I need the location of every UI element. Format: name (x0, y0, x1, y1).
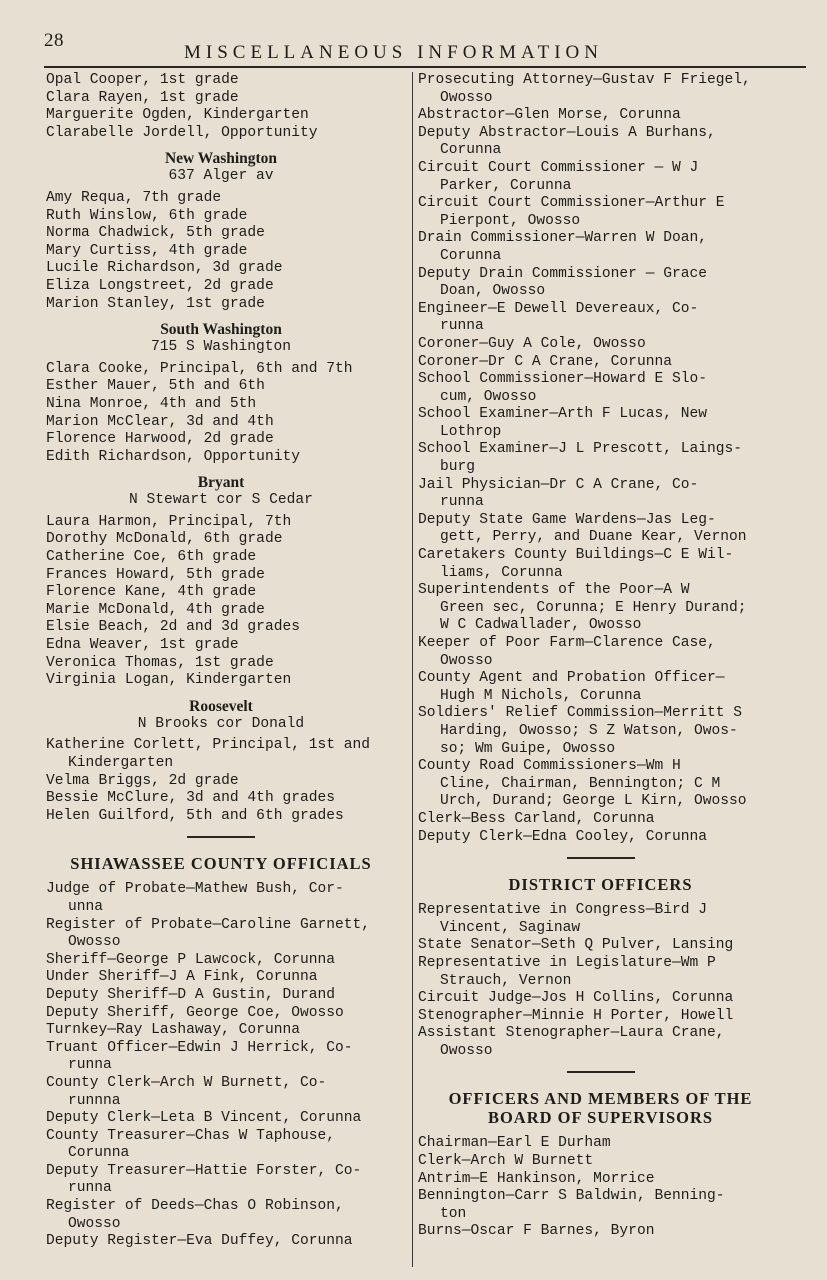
list-item: Deputy Clerk—Edna Cooley, Corunna (418, 828, 708, 845)
list-item: Amy Requa, 7th grade (46, 189, 222, 206)
list-item: Under Sheriff—J A Fink, Corunna (46, 969, 318, 986)
list-item: Catherine Coe, 6th grade (46, 549, 257, 566)
list-item: Engineer—E Dewell Devereaux, Co- (418, 300, 699, 317)
school-address: N Stewart cor S Cedar (129, 492, 313, 509)
list-item: School Examiner—J L Prescott, Laings- (418, 441, 743, 458)
list-item: Laura Harmon, Principal, 7th (46, 513, 292, 530)
list-item: County Clerk—Arch W Burnett, Co- (46, 1074, 327, 1091)
list-item: County Road Commissioners—Wm H (418, 758, 681, 775)
list-item: Deputy Drain Commissioner — Grace (418, 265, 708, 282)
list-item: Deputy Sheriff, George Coe, Owosso (46, 1004, 344, 1021)
list-item-continuation: Vincent, Saginaw (440, 919, 581, 936)
list-item-continuation: Hugh M Nichols, Corunna (440, 687, 642, 704)
list-item: Coroner—Dr C A Crane, Corunna (418, 353, 672, 370)
list-item: Bessie McClure, 3d and 4th grades (46, 790, 336, 807)
list-item: Esther Mauer, 5th and 6th (46, 378, 265, 395)
list-item: Marion Stanley, 1st grade (46, 295, 265, 312)
list-item: Burns—Oscar F Barnes, Byron (418, 1223, 655, 1240)
school-heading-south-washington: South Washington (160, 321, 282, 339)
school-address: 715 S Washington (150, 339, 292, 356)
section-title-county-officials: SHIAWASSEE COUNTY OFFICIALS (70, 854, 372, 874)
list-item: Marguerite Ogden, Kindergarten (46, 107, 309, 124)
list-item-continuation: runna (440, 318, 484, 335)
list-item: Stenographer—Minnie H Porter, Howell (418, 1007, 734, 1024)
list-item: Clara Cooke, Principal, 6th and 7th (46, 360, 353, 377)
list-item: Prosecuting Attorney—Gustav F Friegel, (418, 72, 751, 88)
list-item: Clara Rayen, 1st grade (46, 89, 239, 106)
list-item-continuation: liams, Corunna (440, 564, 563, 581)
list-item-continuation: gett, Perry, and Duane Kear, Vernon (440, 529, 747, 546)
list-item-continuation: Parker, Corunna (440, 177, 572, 194)
school-address: N Brooks cor Donald (137, 715, 305, 732)
list-item: Representative in Legislature—Wm P (418, 954, 716, 971)
list-item: Velma Briggs, 2d grade (46, 772, 239, 789)
list-item: Sheriff—George P Lawcock, Corunna (46, 951, 336, 968)
section-subtitle-supervisors: BOARD OF SUPERVISORS (487, 1108, 714, 1128)
list-item: Eliza Longstreet, 2d grade (46, 277, 274, 294)
list-item: Drain Commissioner—Warren W Doan, (418, 230, 708, 247)
list-item: Clarabelle Jordell, Opportunity (46, 124, 318, 141)
list-item: Caretakers County Buildings—C E Wil- (418, 547, 734, 564)
list-item: Florence Kane, 4th grade (46, 584, 257, 601)
list-item: Chairman—Earl E Durham (418, 1135, 611, 1152)
list-item: Circuit Judge—Jos H Collins, Corunna (418, 990, 734, 1007)
list-item-continuation: Kindergarten (68, 755, 174, 771)
list-item-continuation: Strauch, Vernon (440, 972, 572, 989)
list-item: Edna Weaver, 1st grade (46, 637, 239, 654)
list-item-continuation: Urch, Durand; George L Kirn, Owosso (440, 793, 747, 810)
right-column (418, 72, 783, 1241)
list-item: Florence Harwood, 2d grade (46, 431, 274, 448)
list-item-continuation: Corunna (440, 142, 502, 159)
list-item: Norma Chadwick, 5th grade (46, 225, 265, 242)
list-item: Dorothy McDonald, 6th grade (46, 531, 283, 548)
list-item-continuation: cum, Owosso (440, 388, 537, 405)
section-divider (567, 857, 635, 859)
running-head: MISCELLANEOUS INFORMATION (184, 42, 603, 63)
list-item: Circuit Court Commissioner — W J (418, 159, 699, 176)
list-item-continuation: Cline, Chairman, Bennington; C M (440, 775, 721, 792)
list-item-continuation: unna (68, 898, 104, 915)
list-item-continuation: Owosso (440, 1042, 493, 1059)
list-item-continuation: Green sec, Corunna; E Henry Durand; (440, 599, 747, 616)
list-item: Helen Guilford, 5th and 6th grades (46, 807, 344, 824)
list-item-continuation: runna (68, 1057, 112, 1074)
section-divider (187, 836, 255, 838)
list-item-continuation: ton (440, 1205, 467, 1222)
header-rule (44, 66, 806, 68)
list-item: Katherine Corlett, Principal, 1st and (46, 737, 371, 754)
list-item-continuation: runna (68, 1180, 112, 1197)
list-item: State Senator—Seth Q Pulver, Lansing (418, 937, 734, 954)
list-item-continuation: Owosso (440, 652, 493, 669)
list-item: Mary Curtiss, 4th grade (46, 242, 248, 259)
list-item-continuation: so; Wm Guipe, Owosso (440, 740, 616, 757)
list-item: Soldiers' Relief Commission—Merritt S (418, 705, 743, 722)
list-item-continuation: Lothrop (440, 423, 502, 440)
list-item: Deputy State Game Wardens—Jas Leg- (418, 511, 716, 528)
section-divider (567, 1071, 635, 1073)
list-item: Keeper of Poor Farm—Clarence Case, (418, 635, 716, 651)
list-item: Marion McClear, 3d and 4th (46, 413, 274, 430)
list-item-continuation: Doan, Owosso (440, 283, 546, 300)
section-title-supervisors: OFFICERS AND MEMBERS OF THE (448, 1089, 753, 1109)
list-item: Truant Officer—Edwin J Herrick, Co- (46, 1039, 353, 1056)
list-item: Virginia Logan, Kindergarten (46, 672, 292, 689)
list-item: Deputy Sheriff—D A Gustin, Durand (46, 986, 336, 1003)
list-item: Antrim—E Hankinson, Morrice (418, 1170, 655, 1187)
list-item-continuation: Corunna (440, 247, 502, 264)
school-heading-new-washington: New Washington (164, 150, 278, 168)
list-item: Coroner—Guy A Cole, Owosso (418, 335, 646, 352)
school-address: 637 Alger av (168, 168, 274, 185)
list-item-continuation: burg (440, 459, 476, 476)
list-item: Opal Cooper, 1st grade (46, 72, 239, 88)
list-item-continuation: runna (440, 494, 484, 511)
column-rule (412, 72, 413, 1267)
list-item: Deputy Clerk—Leta B Vincent, Corunna (46, 1110, 362, 1127)
list-item: County Agent and Probation Officer— (418, 670, 725, 687)
list-item: Deputy Abstractor—Louis A Burhans, (418, 124, 716, 141)
list-item: Clerk—Bess Carland, Corunna (418, 810, 655, 827)
list-item: School Commissioner—Howard E Slo- (418, 371, 708, 388)
list-item: Lucile Richardson, 3d grade (46, 260, 283, 277)
list-item: Nina Monroe, 4th and 5th (46, 395, 257, 412)
list-item-continuation: Owosso (68, 1215, 121, 1232)
list-item-continuation: runnna (68, 1092, 121, 1109)
list-item: County Treasurer—Chas W Taphouse, (46, 1127, 336, 1144)
list-item: Representative in Congress—Bird J (418, 902, 708, 919)
list-item: Marie McDonald, 4th grade (46, 601, 265, 618)
continued-teacher-list (46, 72, 396, 142)
list-item: Register of Probate—Caroline Garnett, (46, 916, 371, 933)
section-title-district-officers: DISTRICT OFFICERS (508, 875, 693, 895)
list-item: Deputy Register—Eva Duffey, Corunna (46, 1233, 353, 1250)
list-item: Abstractor—Glen Morse, Corunna (418, 107, 681, 124)
list-item: Circuit Court Commissioner—Arthur E (418, 195, 725, 212)
list-item: Judge of Probate—Mathew Bush, Cor- (46, 881, 344, 898)
school-heading-bryant: Bryant (197, 474, 245, 492)
list-item: Elsie Beach, 2d and 3d grades (46, 619, 300, 636)
list-item: Veronica Thomas, 1st grade (46, 654, 274, 671)
list-item-continuation: Harding, Owosso; S Z Watson, Owos- (440, 722, 738, 739)
list-item: Turnkey—Ray Lashaway, Corunna (46, 1022, 300, 1039)
list-item: Ruth Winslow, 6th grade (46, 207, 248, 224)
list-item: Jail Physician—Dr C A Crane, Co- (418, 476, 699, 493)
page-number: 28 (44, 30, 64, 51)
list-item-continuation: W C Cadwallader, Owosso (440, 617, 642, 634)
list-item: Clerk—Arch W Burnett (418, 1153, 594, 1170)
left-column (46, 72, 396, 1251)
list-item: Assistant Stenographer—Laura Crane, (418, 1025, 725, 1042)
list-item-continuation: Pierpont, Owosso (440, 212, 581, 229)
list-item: Edith Richardson, Opportunity (46, 448, 300, 465)
school-heading-roosevelt: Roosevelt (189, 697, 253, 715)
list-item: Frances Howard, 5th grade (46, 566, 265, 583)
list-item-continuation: Owosso (440, 89, 493, 106)
list-item: Superintendents of the Poor—A W (418, 582, 690, 599)
list-item-continuation: Corunna (68, 1145, 130, 1162)
list-item: Bennington—Carr S Baldwin, Benning- (418, 1188, 725, 1205)
list-item: Register of Deeds—Chas O Robinson, (46, 1198, 344, 1215)
list-item: School Examiner—Arth F Lucas, New (418, 406, 708, 423)
list-item-continuation: Owosso (68, 934, 121, 951)
list-item: Deputy Treasurer—Hattie Forster, Co- (46, 1162, 362, 1179)
